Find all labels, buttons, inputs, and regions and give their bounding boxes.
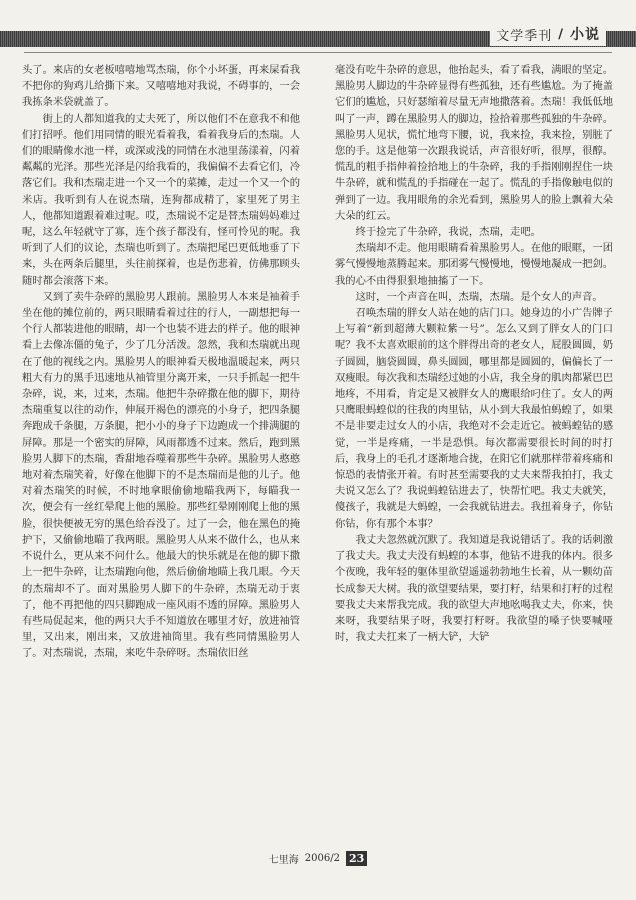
- paragraph: 街上的人都知道我的丈夫死了，所以他们不在意我不和他们打招呼。他们用同情的眼光看着我，看着我身后的杰瑞。人们的眼睛像水池一样，或深或浅的同情在水池里荡漾着，闪着粼粼的光泽。那些光泽是闪给我看的，我偏偏不去看它们，冷落它们。我和杰瑞走进一个又一个的菜摊，走过一个又一个的米店。我听到有人在说杰瑞，连狗都成精了，家里死了男主人，他都知道跟着难过呢。哎，杰瑞说不定是替杰瑞妈妈难过呢，这么年轻就守了寡，连个孩子都没有，怪可怜见的呢。我听到了人们的议论，杰瑞也听到了。杰瑞把尾巴更低地垂了下来，头在两条后腿里，头往前探着，也是伤悲着，仿佛那顾头随时都会滚落下来。: [22, 112, 301, 287]
- header-rule: [24, 52, 612, 53]
- header-separator: /: [558, 26, 564, 42]
- running-header: [490, 22, 606, 46]
- section-title: 小说: [570, 27, 600, 43]
- paragraph: 杰瑞却不走。他用眼睛看着黑脸男人。在他的眼眶，一团雾气慢慢地蒸腾起来。那团雾气慢慢地，慢慢地凝成一把剑。我的心不由得狠狠地抽搐了一下。: [335, 242, 614, 287]
- page-number: 23: [346, 851, 367, 866]
- paragraph: 又到了卖牛杂碎的黑脸男人跟前。黑脸男人本来是袖着手坐在他的摊位前的，两只眼睛看着过往的行人，一副想把每一个行人都装进他的眼睛，却一个也装不进去的样子。他的眼神看上去像冻僵的兔子，少了几分活泼。忽然，我和杰瑞就出现在了他的视线之内。黑脸男人的眼神看天极地温暖起来，两只粗大有力的黑手迅速地从袖管里分离开来，一只手抓起一把牛杂碎，说，来，过来，杰瑞。他把牛杂碎撒在他的脚下，期待杰瑞重复以往的动作，伸展开褐色的漂亮的小身子，把四条腿奔跑成千条腿，万条腿，把小小的身子下边跑成一个排满腿的屏障。那是一个密实的屏障，风雨都透不过来。然后，跑到黑脸男人脚下的杰瑞，香甜地吞噬着那些牛杂碎。黑脸男人憨憨地对着杰瑞笑着，好像在他脚下的不是杰瑞而是他的儿子。他对着杰瑞笑的时候，不时地拿眼偷偷地瞄我两下，每瞄我一次，便会有一丝红晕爬上他的黑脸。那些红晕刚刚爬上他的黑脸，很快便被无穷的黑色给吞没了。过了一会，他在黑色的掩护下，又偷偷地瞄了我两眼。黑脸男人从来不做什么，也从来不说什么，更从来不问什么。他最大的快乐就是在他的脚下撒上一把牛杂碎，让杰瑞跑向他，然后偷偷地瞄上我几眼。今天的杰瑞却不了。面对黑脸男人脚下的牛杂碎，杰瑞无动于衷了，他不再把他的四只脚跑成一座风雨不透的屏障。黑脸男人有些局促起来，他的两只大手不知道放在哪里才好，放进袖管里，又出来，刚出来，又放进袖筒里。我有些同情黑脸男人了。对杰瑞说，杰瑞，来吃牛杂碎呀。杰瑞依旧丝: [22, 290, 301, 660]
- journal-title: 文学季刊: [496, 28, 553, 44]
- paragraph: 这时，一个声音在叫，杰瑞，杰瑞。是个女人的声音。: [355, 290, 603, 303]
- left-text-column: [22, 62, 300, 662]
- paragraph: 头了。来店的女老板嘻嘻地骂杰瑞，你个小坏蛋，再来屎看我不把你的狗鸡儿给撕下来。又嘻嘻地对我说，不碍事的，一会我拣条米袋就盖了。: [22, 64, 301, 109]
- footer-journal-name: 七里海: [268, 854, 299, 866]
- paragraph: 我丈夫忽然就沉默了。我知道是我说错话了。我的话刺激了我丈夫。我丈夫没有蚂蝗的本事，他钻不进我的体内。很多个夜晚，我年轻的躯体里欲望遥遥勃勃地生长着，从一颗幼苗长成参天大树。我的欲望要结果，要打籽，结果和打籽的过程要我丈夫来帮我完成。我的欲望大声地吆喝我丈夫，你来，快来呀，我要结果子呀，我要打籽呀。我欲望的嗓子快要喊哑时，我丈夫扛来了一柄大铲，大铲: [335, 533, 614, 644]
- footer-issue: 2006/2: [304, 852, 340, 864]
- paragraph: 毫没有吃牛杂碎的意思，他抬起头，看了看我，满眼的坚定。黑脸男人脚边的牛杂碎显得有些孤独，还有些尴尬。为了掩盖它们的尴尬，只好瑟缩着尽量无声地撒落着。杰瑞！我低低地叫了一声，蹲在黑脸男人的脚边，捡拾着那些孤独的牛杂碎。黑脸男人见状，慌忙地弯下腰，说，我来捡，我来捡，别脏了您的手。这是他第一次跟我说话，声音很好听，很厚，很醇。慌乱的粗手指伸着捡拾地上的牛杂碎，我的手指刚刚捏住一块牛杂碎，就和慌乱的手指碰在一起了。慌乱的手指像触电似的弹到了一边。我用眼角的余光看到，黑脸男人的脸上飘着大朵大朵的红云。: [335, 64, 614, 222]
- paragraph: 终于捡完了牛杂碎，我说，杰瑞，走吧。: [355, 226, 541, 239]
- right-text-column: [335, 62, 613, 645]
- page-footer: [0, 848, 636, 868]
- paragraph: 召唤杰瑞的胖女人站在她的店门口。她身边的小广告牌子上写着“新到超薄大颗粒紫一号”。怎么又到了胖女人的门口呢？我不太喜欢眼前的这个胖得出奇的老女人，屁股圆圆，奶子圆圆，脑袋圆圆，鼻头圆圆，哪里都是圆圆的，偏偏长了一双瘦眼。每次我和杰瑞经过她的小店，我全身的肌肉都紧巴巴地疼，不用看，肯定是又被胖女人的鹰眼给叼住了。女人的两只鹰眼蚂蝗似的往我的肉里钻，从小到大我最怕蚂蝗了，如果不是非要走过女人的小店，我绝对不会走近它。被蚂蝗钻的感觉，一半是疼痛，一半是恐惧。每次都需要很长时间的时打后，我身上的毛孔才逐渐地合拢，在阳它们就那样带着疼痛和惊恐的表情张开着。有时甚至需要我的丈夫来帮我拍打，我丈夫说又怎么了？我说蚂蝗钻进去了，快帮忙吧。我丈夫就笑，傻孩子，我就是大蚂蝗，一会我就钻进去。我扭着身子，你钻你钻，你有那个本事？: [335, 307, 614, 530]
